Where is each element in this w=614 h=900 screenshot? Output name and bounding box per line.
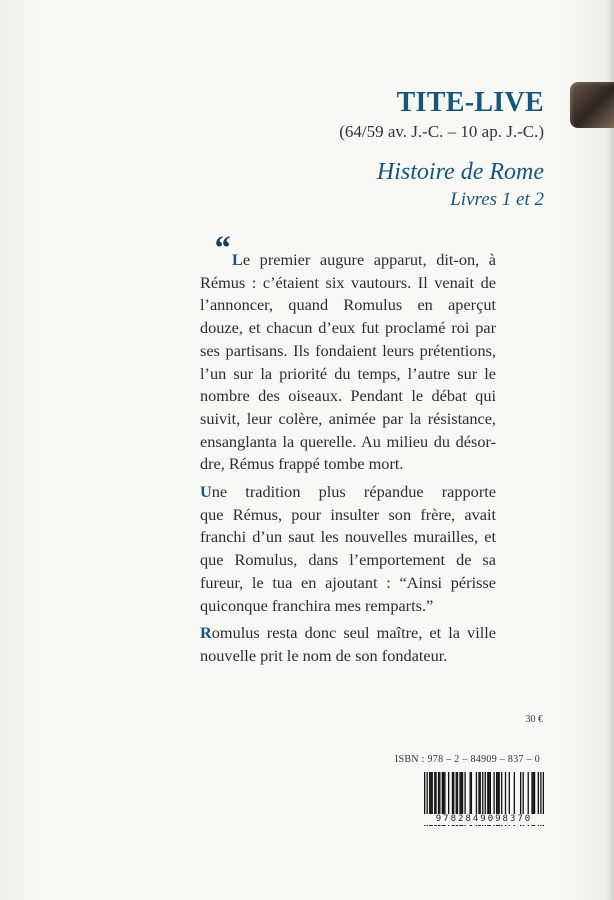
- text-line: fureur, le tua en ajoutant : “Ainsi périsse: [200, 572, 496, 592]
- dropcap: L: [232, 250, 243, 269]
- dropcap: U: [200, 482, 212, 502]
- text-line: dre, Rémus frappé tombe mort.: [200, 454, 404, 474]
- isbn-label: ISBN : 978 – 2 – 84909 – 837 – 0: [394, 754, 540, 765]
- quote-paragraph-1: [200, 249, 496, 476]
- author-name: TITE-LIVE: [396, 87, 544, 118]
- header-block: [339, 88, 544, 211]
- text-line: l’un sur la priorité du temps, l’autre sur le: [200, 363, 496, 383]
- text-line: ses partisans. Ils fondaient leurs prétentions,: [200, 340, 496, 360]
- book-subtitle: Livres 1 et 2: [450, 189, 544, 210]
- text-line: nouvelle prit le nom de son fondateur.: [200, 645, 448, 665]
- text-line: que Romulus, dans l’emportement de sa: [200, 550, 496, 570]
- text-line: ensanglanta la querelle. Au milieu du désor-: [200, 431, 496, 451]
- text-line: Une tradition plus répandue rapporte: [200, 482, 496, 502]
- text-line: douze, et chacun d’eux fut proclamé roi par: [200, 318, 496, 338]
- corner-tab: [570, 82, 614, 128]
- text-line: suivit, leur colère, animée par la résistance,: [200, 408, 496, 428]
- quote-paragraph-3: [200, 622, 496, 667]
- cover-edge: [606, 0, 614, 900]
- text-line: quiconque franchira mes remparts.”: [200, 595, 434, 615]
- quote-text: [200, 249, 496, 668]
- dropcap: R: [200, 623, 212, 643]
- text-line: Le premier augure apparut, dit-on, à: [232, 250, 496, 269]
- text-line: que Rémus, pour insulter son frère, avait: [200, 504, 496, 524]
- text-line: Rémus : c’étaient six vautours. Il venait de: [200, 272, 496, 292]
- barcode-digits: 9782849098370: [424, 814, 544, 825]
- text-line: l’annoncer, quand Romulus en aperçut: [200, 295, 496, 315]
- price-label: 30 €: [525, 714, 543, 725]
- book-title: Histoire de Rome: [376, 159, 544, 185]
- quote-paragraph-2: [200, 481, 496, 617]
- opening-quote-mark: “: [213, 230, 230, 267]
- text-line: Romulus resta donc seul maître, et la ville: [200, 623, 496, 643]
- text-line: franchi d’un saut les nouvelles murailles, et: [200, 527, 496, 547]
- author-dates: (64/59 av. J.-C. – 10 ap. J.-C.): [339, 122, 544, 141]
- text-line: nombre des oiseaux. Pendant le débat qui: [200, 386, 496, 406]
